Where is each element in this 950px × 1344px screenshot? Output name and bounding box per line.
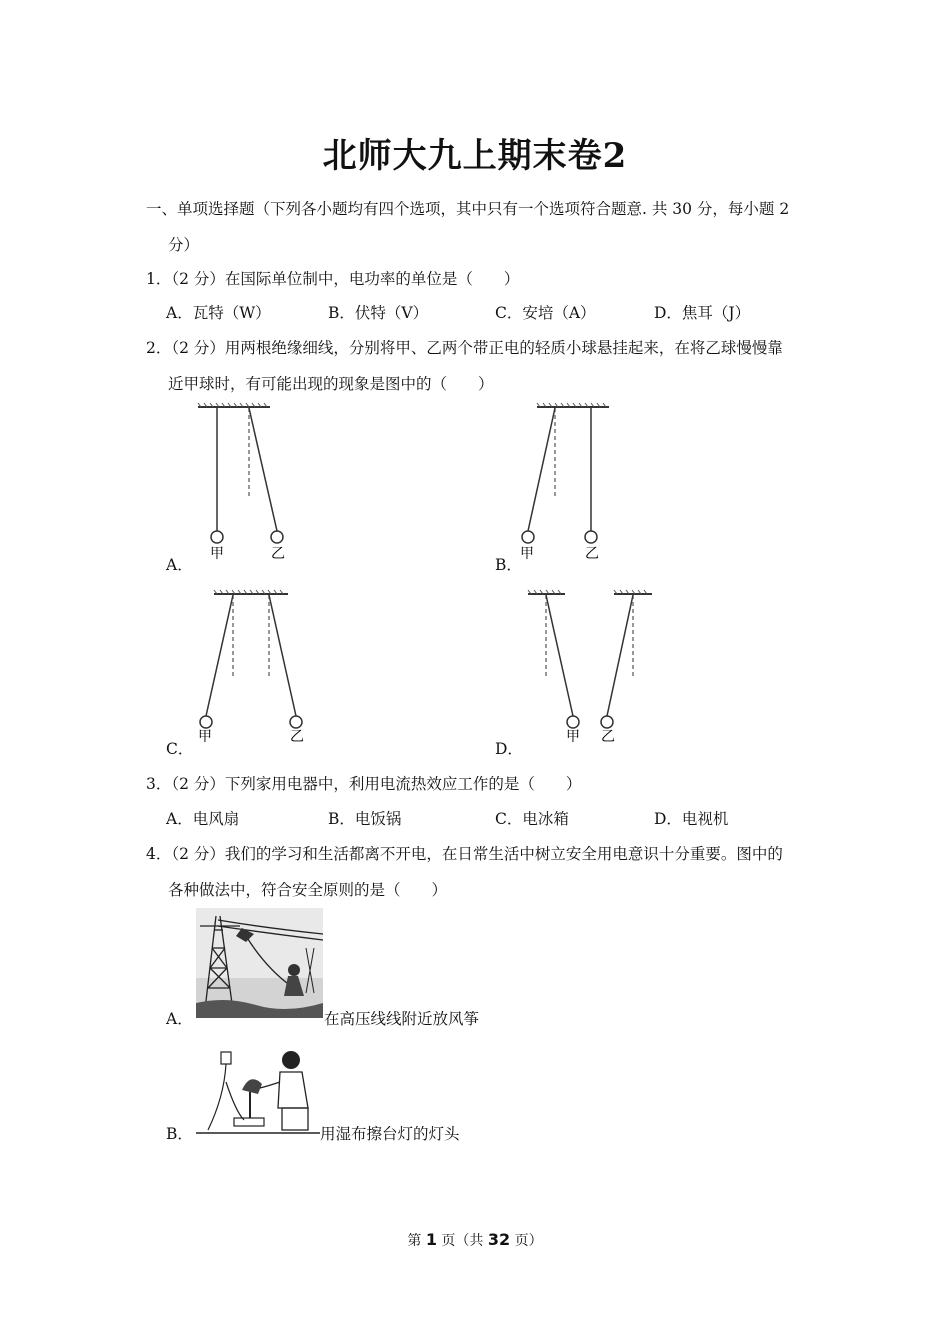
ball-label-jia: 甲 — [566, 729, 580, 745]
pendulum-figure-d — [525, 585, 660, 750]
question-1-stem: 1．（2 分）在国际单位制中，电功率的单位是（ ） — [146, 270, 520, 288]
footer-prefix: 第 — [407, 1233, 426, 1249]
q3-option-c: C．电冰箱 — [495, 810, 569, 828]
q2-label-c: C． — [166, 740, 194, 758]
q3-option-b: B．电饭锅 — [328, 810, 402, 828]
question-2-stem: 2．（2 分）用两根绝缘细线，分别将甲、乙两个带正电的轻质小球悬挂起来，在将乙球慢慢靠 — [146, 339, 783, 357]
section-heading-cont: 分） — [168, 236, 200, 254]
q1-option-d: D．焦耳（J） — [654, 304, 751, 322]
question-2-stem-cont: 近甲球时，有可能出现的现象是图中的（ ） — [168, 375, 494, 393]
ball-label-jia: 甲 — [210, 546, 224, 562]
q4-label-b: B． — [166, 1125, 193, 1143]
question-4-stem: 4．（2 分）我们的学习和生活都离不开电，在日常生活中树立安全用电意识十分重要。图中的 — [146, 845, 783, 863]
footer-middle: 页（共 — [436, 1233, 488, 1249]
footer-total-pages: 32 — [487, 1230, 511, 1249]
pendulum-figure-b — [512, 400, 622, 565]
ball-label-yi: 乙 — [271, 546, 285, 562]
ball-label-yi: 乙 — [601, 729, 615, 745]
page-footer — [0, 1230, 950, 1250]
q2-label-d: D． — [495, 740, 523, 758]
q4-label-a: A． — [166, 1010, 193, 1028]
q1-option-a: A．瓦特（W） — [166, 304, 271, 322]
ball-label-jia: 甲 — [198, 729, 212, 745]
q1-option-c: C．安培（A） — [495, 304, 596, 322]
q1-option-b: B．伏特（V） — [328, 304, 429, 322]
footer-page-number: 1 — [425, 1230, 437, 1249]
q2-label-a: A． — [166, 556, 193, 574]
q4-option-a-text: 在高压线线附近放风筝 — [324, 1010, 480, 1028]
section-heading: 一、单项选择题（下列各小题均有四个选项，其中只有一个选项符合题意. 共 30 分，每小题 2 — [146, 200, 790, 218]
question-4-stem-cont: 各种做法中，符合安全原则的是（ ） — [168, 881, 448, 899]
ball-label-yi: 乙 — [585, 546, 599, 562]
q3-option-d: D．电视机 — [654, 810, 729, 828]
ball-label-yi: 乙 — [290, 729, 304, 745]
page-title: 北师大九上期末卷2 — [322, 136, 628, 176]
pendulum-figure-c — [192, 585, 322, 750]
question-3-stem: 3．（2 分）下列家用电器中，利用电流热效应工作的是（ ） — [146, 775, 582, 793]
footer-suffix: 页） — [510, 1233, 543, 1249]
q4-option-b-text: 用湿布擦台灯的灯头 — [320, 1125, 460, 1143]
kite-near-powerline-illustration — [196, 908, 323, 1018]
q2-label-b: B． — [495, 556, 522, 574]
pendulum-figure-a — [195, 400, 295, 565]
ball-label-jia: 甲 — [520, 546, 534, 562]
q3-option-a: A．电风扇 — [166, 810, 240, 828]
wet-cloth-lamp-illustration — [196, 1042, 320, 1134]
